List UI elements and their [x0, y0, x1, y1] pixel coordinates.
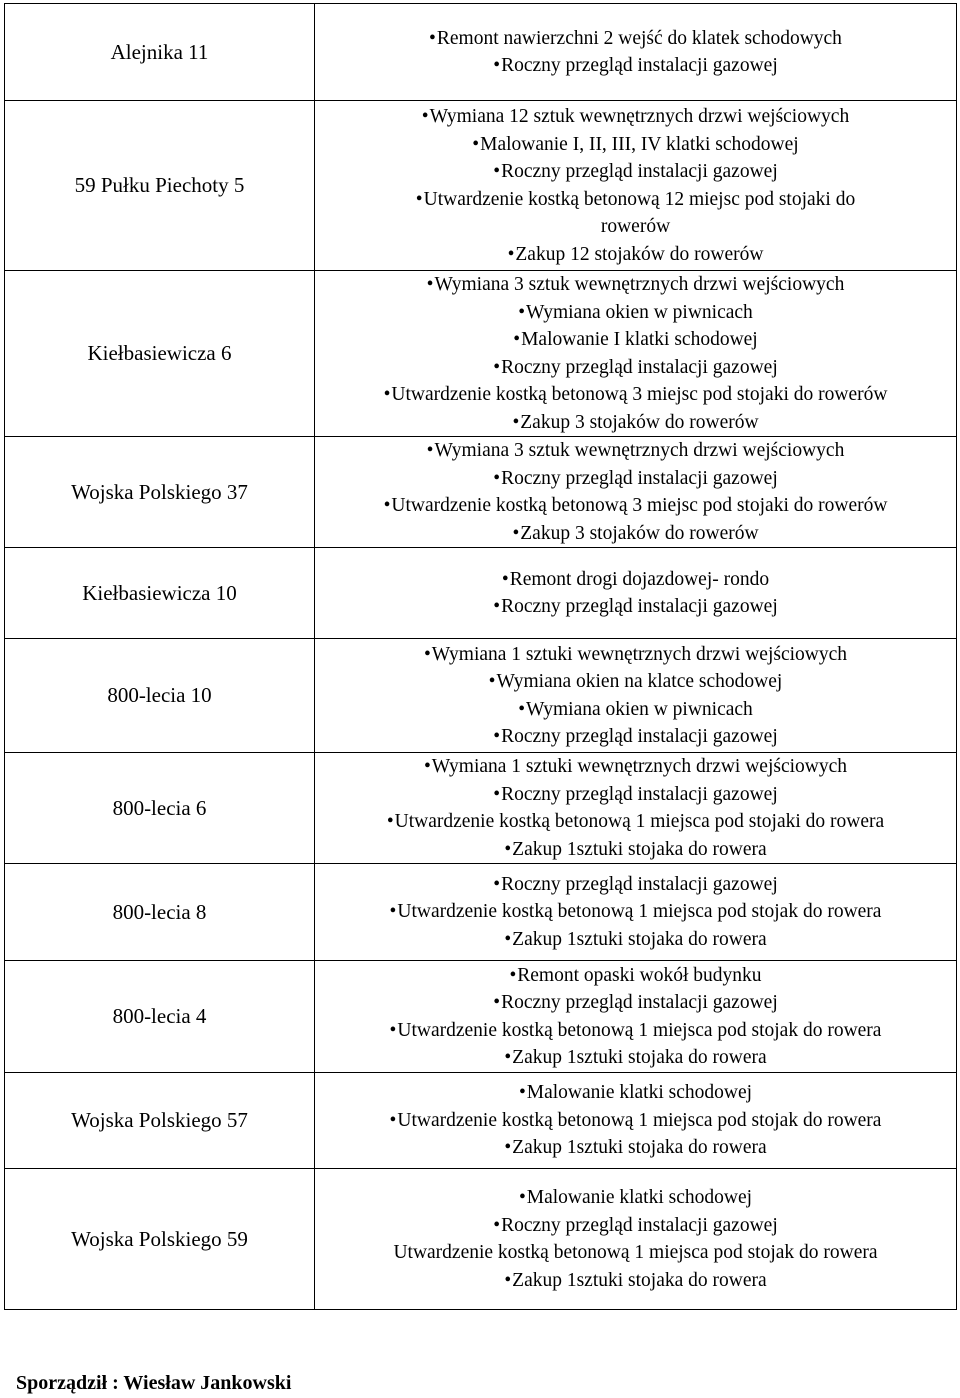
tasks-cell [315, 271, 957, 437]
list-item: • Wymiana okien na klatce schodowej [315, 668, 956, 696]
list-item: • Roczny przegląd instalacji gazowej [315, 158, 956, 186]
list-item: • Wymiana 3 sztuk wewnętrznych drzwi wejściowych [315, 271, 956, 299]
list-item: • Utwardzenie kostką betonową 3 miejsc pod stojaki do rowerów [315, 492, 956, 520]
tasks-cell [315, 101, 957, 271]
table-row [5, 548, 957, 639]
list-item: • Roczny przegląd instalacji gazowej [315, 465, 956, 493]
list-item: • Roczny przegląd instalacji gazowej [315, 354, 956, 382]
list-item: • Utwardzenie kostką betonową 12 miejsc pod stojaki do [315, 186, 956, 214]
table-row [5, 864, 957, 961]
list-item: • Zakup 1sztuki stojaka do rowera [315, 1134, 956, 1162]
address-cell: 800-lecia 4 [5, 961, 315, 1073]
list-item: • Utwardzenie kostką betonową 1 miejsca pod stojaki do rowera [315, 808, 956, 836]
tasks-cell [315, 753, 957, 864]
list-item: • Utwardzenie kostką betonową 1 miejsca pod stojak do rowera [315, 1017, 956, 1045]
address-cell: Wojska Polskiego 37 [5, 437, 315, 548]
list-item: • Wymiana 3 sztuk wewnętrznych drzwi wejściowych [315, 437, 956, 465]
list-item: • Roczny przegląd instalacji gazowej [315, 52, 956, 80]
list-item: • Malowanie klatki schodowej [315, 1184, 956, 1212]
list-item: • Utwardzenie kostką betonową 3 miejsc pod stojaki do rowerów [315, 381, 956, 409]
address-cell: Wojska Polskiego 57 [5, 1073, 315, 1169]
list-item: rowerów [600, 216, 671, 237]
list-item: • Zakup 3 stojaków do rowerów [315, 520, 956, 548]
tasks-cell [315, 1169, 957, 1310]
table-row [5, 437, 957, 548]
table-row [5, 1073, 957, 1169]
list-item: • Roczny przegląd instalacji gazowej [315, 781, 956, 809]
list-item: • Zakup 12 stojaków do rowerów [315, 241, 956, 269]
list-item: • Remont drogi dojazdowej- rondo [315, 566, 956, 594]
address-cell: Wojska Polskiego 59 [5, 1169, 315, 1310]
list-item: • Roczny przegląd instalacji gazowej [315, 989, 956, 1017]
table-row [5, 753, 957, 864]
list-item: • Utwardzenie kostką betonową 1 miejsca pod stojak do rowera [315, 1107, 956, 1135]
table-row [5, 961, 957, 1073]
tasks-cell [315, 961, 957, 1073]
tasks-cell [315, 548, 957, 639]
list-item: • Remont opaski wokół budynku [315, 962, 956, 990]
tasks-cell [315, 437, 957, 548]
list-item: • Malowanie I klatki schodowej [315, 326, 956, 354]
address-cell: Kiełbasiewicza 6 [5, 271, 315, 437]
list-item: Utwardzenie kostką betonową 1 miejsca pod stojak do rowera [393, 1242, 878, 1263]
tasks-cell [315, 639, 957, 753]
list-item: • Zakup 3 stojaków do rowerów [315, 409, 956, 437]
list-item: • Wymiana okien w piwnicach [315, 299, 956, 327]
list-item: • Wymiana okien w piwnicach [315, 696, 956, 724]
list-item: • Zakup 1sztuki stojaka do rowera [315, 836, 956, 864]
table-body [5, 4, 957, 1310]
address-cell: 800-lecia 6 [5, 753, 315, 864]
tasks-cell [315, 4, 957, 101]
renovation-plan-table [4, 3, 957, 1310]
list-item: • Wymiana 1 sztuki wewnętrznych drzwi wejściowych [315, 641, 956, 669]
list-item: • Malowanie klatki schodowej [315, 1079, 956, 1107]
list-item: • Zakup 1sztuki stojaka do rowera [315, 1267, 956, 1295]
address-cell: 800-lecia 10 [5, 639, 315, 753]
address-cell: 59 Pułku Piechoty 5 [5, 101, 315, 271]
list-item: • Zakup 1sztuki stojaka do rowera [315, 1044, 956, 1072]
list-item: • Wymiana 1 sztuki wewnętrznych drzwi wejściowych [315, 753, 956, 781]
tasks-cell [315, 864, 957, 961]
list-item: • Roczny przegląd instalacji gazowej [315, 723, 956, 751]
table-row [5, 271, 957, 437]
address-cell: Kiełbasiewicza 10 [5, 548, 315, 639]
address-cell: Alejnika 11 [5, 4, 315, 101]
list-item: • Zakup 1sztuki stojaka do rowera [315, 926, 956, 954]
address-cell: 800-lecia 8 [5, 864, 315, 961]
table-row [5, 101, 957, 271]
list-item: • Wymiana 12 sztuk wewnętrznych drzwi wejściowych [315, 103, 956, 131]
table-row [5, 4, 957, 101]
list-item: • Remont nawierzchni 2 wejść do klatek schodowych [315, 25, 956, 53]
list-item: • Roczny przegląd instalacji gazowej [315, 871, 956, 899]
prepared-by-footer: Sporządził : Wiesław Jankowski [16, 1372, 292, 1394]
list-item: • Roczny przegląd instalacji gazowej [315, 593, 956, 621]
list-item: • Malowanie I, II, III, IV klatki schodowej [315, 131, 956, 159]
table-row [5, 1169, 957, 1310]
table-row [5, 639, 957, 753]
tasks-cell [315, 1073, 957, 1169]
list-item: • Utwardzenie kostką betonową 1 miejsca pod stojak do rowera [315, 898, 956, 926]
list-item: • Roczny przegląd instalacji gazowej [315, 1212, 956, 1240]
